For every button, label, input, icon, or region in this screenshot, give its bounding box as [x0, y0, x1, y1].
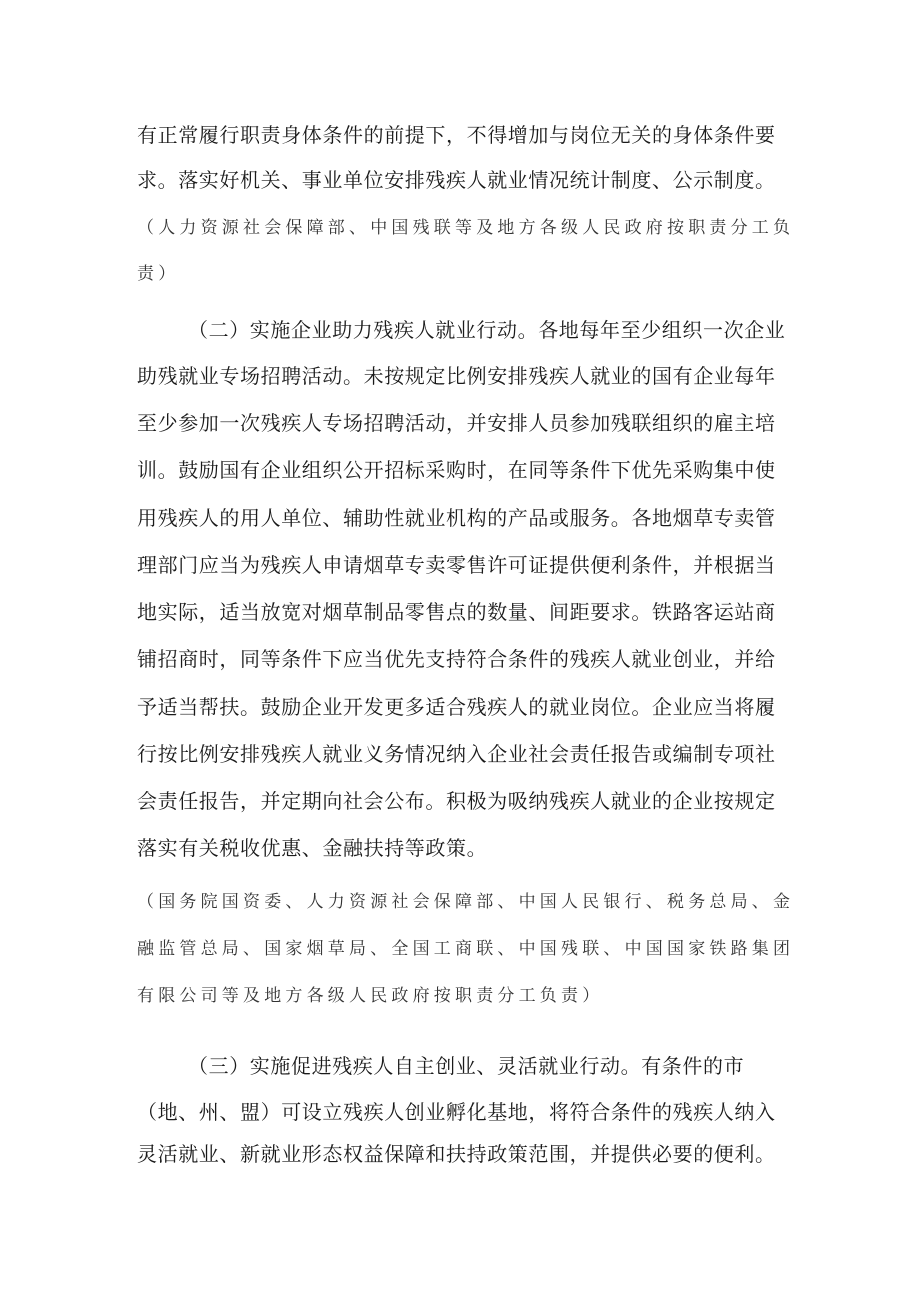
paragraph-line: 予适当帮扶。鼓励企业开发更多适合残疾人的就业岗位。企业应当将履	[137, 695, 776, 719]
paragraph-line: 求。落实好机关、事业单位安排残疾人就业情况统计制度、公示制度。	[137, 168, 776, 192]
paragraph-line: 理部门应当为残疾人申请烟草专卖零售许可证提供便利条件，并根据当	[137, 553, 776, 577]
responsibility-note: 责）	[137, 264, 180, 284]
responsibility-note: （人力资源社会保障部、中国残联等及地方各级人民政府按职责分工负	[137, 218, 795, 238]
paragraph-line: 铺招商时，同等条件下应当优先支持符合条件的残疾人就业创业，并给	[137, 647, 776, 671]
paragraph-line: 训。鼓励国有企业组织公开招标采购时，在同等条件下优先采购集中使	[137, 458, 776, 482]
responsibility-note: （国务院国资委、人力资源社会保障部、中国人民银行、税务总局、金	[137, 892, 795, 912]
paragraph-line: 落实有关税收优惠、金融扶持等政策。	[137, 836, 488, 860]
paragraph-line: 有正常履行职责身体条件的前提下，不得增加与岗位无关的身体条件要	[137, 123, 776, 147]
responsibility-note: 融监管总局、国家烟草局、全国工商联、中国残联、中国国家铁路集团	[137, 939, 795, 959]
paragraph-line: 灵活就业、新就业形态权益保障和扶持政策范围，并提供必要的便利。	[137, 1142, 776, 1166]
paragraph-line: 会责任报告，并定期向社会公布。积极为吸纳残疾人就业的企业按规定	[137, 789, 776, 813]
paragraph-line: （地、州、盟）可设立残疾人创业孵化基地，将符合条件的残疾人纳入	[137, 1100, 776, 1124]
section-heading-line: （三）实施促进残疾人自主创业、灵活就业行动。有条件的市	[188, 1054, 745, 1078]
paragraph-line: 用残疾人的用人单位、辅助性就业机构的产品或服务。各地烟草专卖管	[137, 506, 776, 530]
responsibility-note: 有限公司等及地方各级人民政府按职责分工负责）	[137, 986, 604, 1006]
paragraph-line: 地实际，适当放宽对烟草制品零售点的数量、间距要求。铁路客运站商	[137, 600, 776, 624]
paragraph-line: 行按比例安排残疾人就业义务情况纳入企业社会责任报告或编制专项社	[137, 742, 776, 766]
paragraph-line: 至少参加一次残疾人专场招聘活动，并安排人员参加残联组织的雇主培	[137, 411, 776, 435]
section-heading-line: （二）实施企业助力残疾人就业行动。各地每年至少组织一次企业	[188, 318, 786, 342]
paragraph-line: 助残就业专场招聘活动。未按规定比例安排残疾人就业的国有企业每年	[137, 364, 776, 388]
